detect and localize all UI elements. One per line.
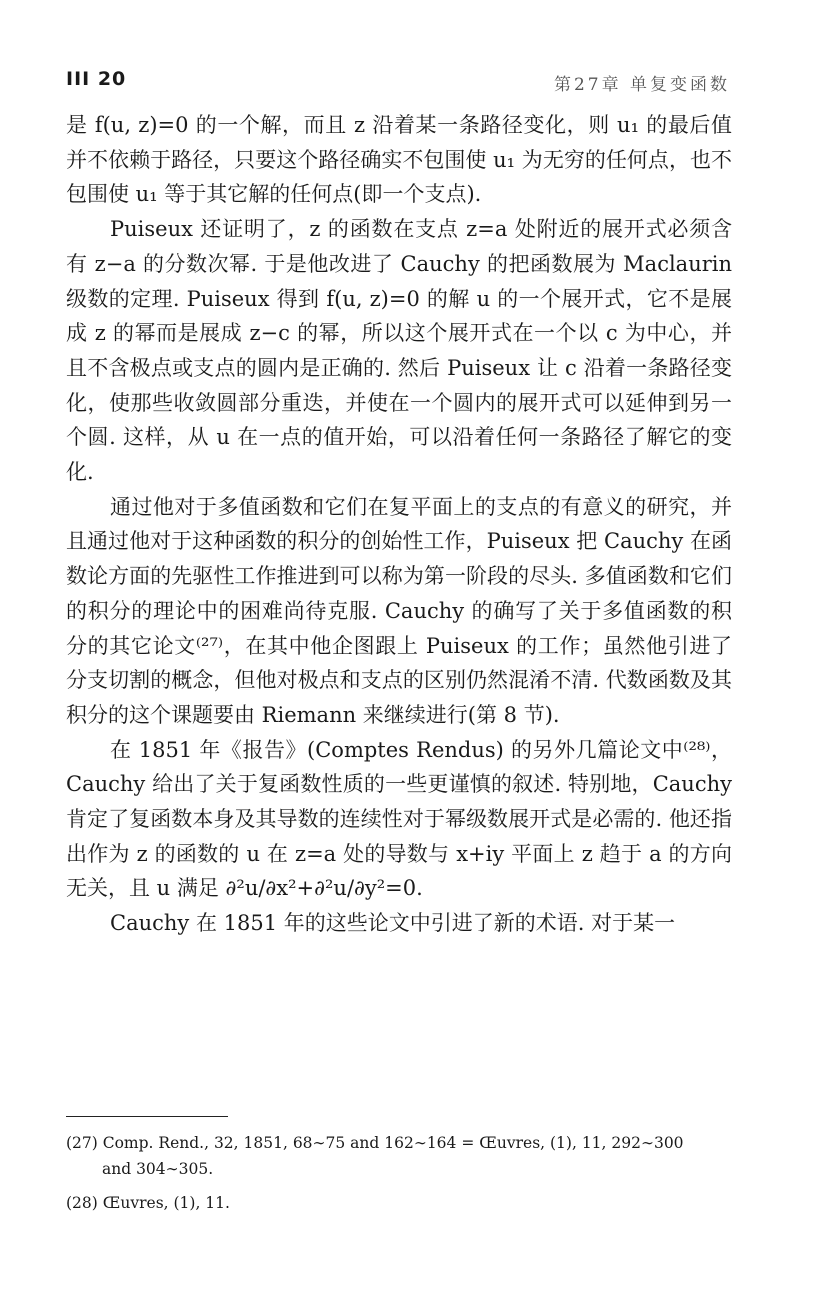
footnote-27-line-1: (27) Comp. Rend., 32, 1851, 68∼75 and 162∼164 = Œuvres, (1), 11, 292∼300: [66, 1134, 684, 1152]
page-number: III 20: [66, 68, 127, 90]
footnotes: [66, 1130, 732, 1224]
paragraph-1: 是 f(u, z)=0 的一个解，而且 z 沿着某一条路径变化，则 u₁ 的最后值并不依赖于路径，只要这个路径确实不包围使 u₁ 为无穷的任何点，也不包围使 u₁ 等于其它解的任何点(即一个支点).: [66, 113, 732, 207]
running-head: 第27章 单复变函数: [553, 75, 730, 95]
footnote-28-line-1: (28) Œuvres, (1), 11.: [66, 1194, 230, 1212]
body-text: [66, 108, 732, 941]
paragraph-3: 通过他对于多值函数和它们在复平面上的支点的有意义的研究，并且通过他对于这种函数的积分的创始性工作，Puiseux 把 Cauchy 在函数论方面的先驱性工作推进到可以称为第一阶段的尽头. 多值函数和它们的积分的理论中的困难尚待克服. Cauchy 的确写了关于多值函数的积分的其它论文⁽²⁷⁾，在其中他企图跟上 Puiseux 的工作；虽然他引进了分支切割的概念，但他对极点和支点的区别仍然混淆不清. 代数函数及其积分的这个课题要由 Riemann 来继续进行(第 8 节).: [66, 494, 732, 727]
footnote-28: [66, 1190, 732, 1216]
footnote-27: [66, 1130, 732, 1182]
page-header: [66, 66, 730, 96]
paragraph-5: Cauchy 在 1851 年的这些论文中引进了新的术语. 对于某一: [110, 911, 676, 936]
footnote-divider: [66, 1116, 228, 1117]
footnote-27-line-2: and 304∼305.: [102, 1160, 214, 1178]
paragraph-4: 在 1851 年《报告》(Comptes Rendus) 的另外几篇论文中⁽²⁸⁾，Cauchy 给出了关于复函数性质的一些更谨慎的叙述. 特别地，Cauchy 肯定了复函数本身及其导数的连续性对于幂级数展开式是必需的. 他还指出作为 z 的函数的 u 在 z=a 处的导数与 x+iy 平面上 z 趋于 a 的方向无关，且 u 满足 ∂²u/∂x²+∂²u/∂y²=0.: [66, 737, 732, 901]
paragraph-2: Puiseux 还证明了，z 的函数在支点 z=a 处附近的展开式必须含有 z−a 的分数次幂. 于是他改进了 Cauchy 的把函数展为 Maclaurin 级数的定理. Puiseux 得到 f(u, z)=0 的解 u 的一个展开式，它不是展成 z 的幂而是展成 z−c 的幂，所以这个展开式在一个以 c 为中心，并且不含极点或支点的圆内是正确的. 然后 Puiseux 让 c 沿着一条路径变化，使那些收敛圆部分重迭，并使在一个圆内的展开式可以延伸到另一个圆. 这样，从 u 在一点的值开始，可以沿着任何一条路径了解它的变化.: [66, 217, 732, 485]
